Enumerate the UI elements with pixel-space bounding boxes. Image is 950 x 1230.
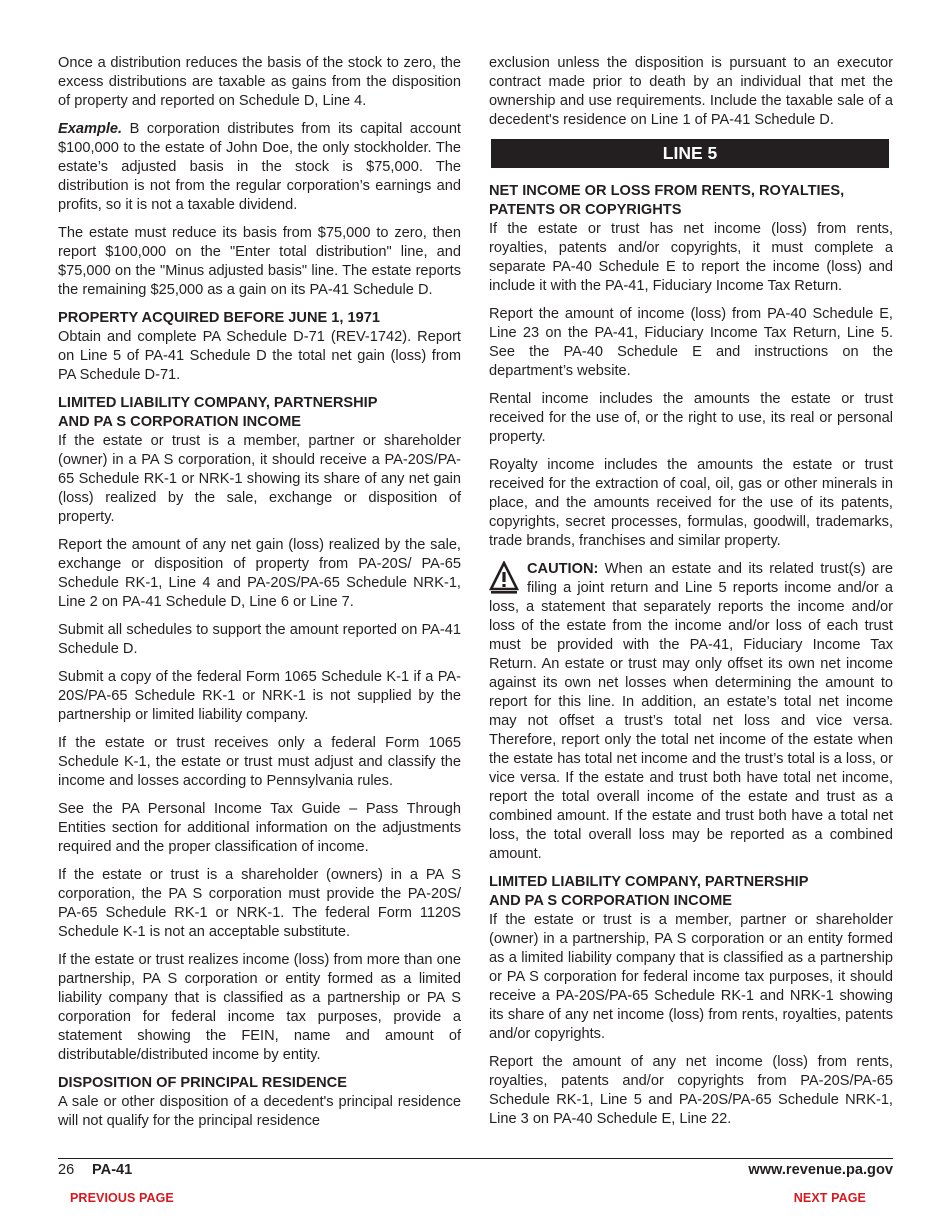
heading-llc-left-line1: LIMITED LIABILITY COMPANY, PARTNERSHIP — [58, 395, 378, 411]
caution-text: When an estate and its related trust(s) are filing a joint return and Line 5 reports income and/or a loss, a statement that separately reports the income and/or loss of the estate from the income and/or loss of each trust must be provided with the PA-41, Fiduciary Income Tax Return. An estate or trust may only offset its own net income against its own net losses when determining the amount to report for this line. In addition, an estate’s total net income may not offset a trust’s total net loss and vice versa. Therefore, report only the total net income of the estate when the estate has total net income and the trust’s total is a loss, or vice versa. If the estate and trust both have total net income, report the total overall income of the estate and trust as a combined amount. If the estate and trust both have a total net loss, the total overall loss may be reported as a combined amount. — [489, 561, 893, 862]
footer-divider — [58, 1158, 893, 1159]
paragraph-residence-continued: exclusion unless the disposition is pursuant to an executor contract made prior to death by an individual that met the ownership and use requirements. Include the taxable sale of a decedent's residence on Line 1 of PA-41 Schedule D. — [489, 55, 893, 128]
paragraph-rents-schedule-e: If the estate or trust has net income (loss) from rents, royalties, patents and/or copyrights, it must complete a separate PA-40 Schedule E to report the income (loss) and include it with the PA-41, Fiduciary Income Tax Return. — [489, 221, 893, 294]
paragraph-llc-federal-k1: If the estate or trust receives only a federal Form 1065 Schedule K-1, the estate or trust must adjust and classify the income and losses according to Pennsylvania rules. — [58, 735, 461, 789]
heading-llc-right — [489, 873, 893, 911]
paragraph-principal-residence: A sale or other disposition of a decedent's principal residence will not qualify for the principal residence — [58, 1094, 461, 1129]
heading-llc-right-line2: AND PA S CORPORATION INCOME — [489, 893, 732, 909]
heading-rents-royalties — [489, 182, 893, 220]
warning-triangle-icon — [489, 561, 519, 595]
next-page-link[interactable]: NEXT PAGE — [793, 1191, 866, 1205]
paragraph-distribution-basis: Once a distribution reduces the basis of the stock to zero, the excess distributions are taxable as gains from the disposition of property and reported on Schedule D, Line 4. — [58, 55, 461, 109]
paragraph-llc-report: Report the amount of any net gain (loss) realized by the sale, exchange or disposition of property from PA-20S/ PA-65 Schedule RK-1, Line 4 and PA-20S/PA-65 Schedule NRK-1, Line 2 on PA-41 Schedule D, Line 6 or Line 7. — [58, 537, 461, 610]
heading-principal-residence: DISPOSITION OF PRINCIPAL RESIDENCE — [58, 1075, 347, 1091]
paragraph-royalty-income: Royalty income includes the amounts the estate or trust received for the extraction of coal, oil, gas or other minerals in place, and the amounts received for the use of its patents, copyrights, secret processes, formulas, goodwill, trademarks, trade brands, franchises and similar property. — [489, 457, 893, 549]
paragraph-llc-submit-schedules: Submit all schedules to support the amount reported on PA-41 Schedule D. — [58, 622, 461, 657]
page-footer — [58, 1160, 893, 1180]
paragraph-llc-guide: See the PA Personal Income Tax Guide – Pass Through Entities section for additional information on the adjustments required and the proper classification of income. — [58, 801, 461, 855]
example-text: B corporation distributes from its capital account $100,000 to the estate of John Doe, the only stockholder. The estate’s adjusted basis in the stock is $75,000. The distribution is not from the regular corporation’s earnings and profits, so it is not a taxable dividend. — [58, 121, 461, 213]
paragraph-llc-rents-member: If the estate or trust is a member, partner or shareholder (owner) in a partnership, PA S corporation or an entity formed as a limited liability company that is classified as a partnership or PA S corporation for federal income tax purposes, it should receive a PA-20S/PA-65 Schedule RK-1 and NRK-1 showing its share of any net income (loss) from rents, royalties, patents and/or copyrights. — [489, 912, 893, 1042]
right-column — [489, 54, 893, 1129]
paragraph-property-acquired: Obtain and complete PA Schedule D-71 (REV-1742). Report on Line 5 of PA-41 Schedule D the total net gain (loss) from PA Schedule D-71. — [58, 329, 461, 383]
paragraph-llc-multiple: If the estate or trust realizes income (loss) from more than one partnership, PA S corporation or entity formed as a limited liability company that is classified as a partnership or PA S corporation for federal income tax purposes, provide a statement showing the FEIN, name and amount of distributable/distributed income by entity. — [58, 952, 461, 1063]
heading-rents-line1: NET INCOME OR LOSS FROM RENTS, ROYALTIES, — [489, 183, 845, 199]
website-link[interactable]: www.revenue.pa.gov — [748, 1162, 893, 1178]
heading-llc-left-line2: AND PA S CORPORATION INCOME — [58, 414, 301, 430]
form-name: PA-41 — [92, 1162, 133, 1178]
caution-label: CAUTION: — [527, 561, 599, 577]
paragraph-reduce-basis: The estate must reduce its basis from $75,000 to zero, then report $100,000 on the "Enter total distribution" line, and $75,000 on the "Minus adjusted basis" line. The estate reports the remaining $25,000 as a gain on its PA-41 Schedule D. — [58, 225, 461, 298]
heading-property-acquired: PROPERTY ACQUIRED BEFORE JUNE 1, 1971 — [58, 310, 380, 326]
page-number: 26 — [58, 1162, 75, 1178]
heading-llc-right-line1: LIMITED LIABILITY COMPANY, PARTNERSHIP — [489, 874, 809, 890]
paragraph-example — [58, 120, 461, 215]
paragraph-rental-income: Rental income includes the amounts the estate or trust received for the use of, or the right to use, its real or personal property. — [489, 391, 893, 445]
caution-note — [489, 560, 893, 864]
previous-page-link[interactable]: PREVIOUS PAGE — [70, 1191, 174, 1205]
example-lead: Example. — [58, 121, 123, 137]
paragraph-llc-shareholder: If the estate or trust is a shareholder (owners) in a PA S corporation, the PA S corporation must provide the PA-20S/ PA-65 Schedule RK-1 or NRK-1. The federal Form 1120S Schedule K-1 is not an acceptable substitute. — [58, 867, 461, 940]
heading-llc-left — [58, 394, 461, 432]
paragraph-rents-report: Report the amount of income (loss) from PA-40 Schedule E, Line 23 on the PA-41, Fiduciary Income Tax Return, Line 5. See the PA-40 Schedule E and instructions on the department’s website. — [489, 306, 893, 379]
paragraph-llc-rents-report: Report the amount of any net income (loss) from rents, royalties, patents and/or copyrights from PA-20S/PA-65 Schedule RK-1, Line 5 and PA-20S/PA-65 Schedule NRK-1, Line 3 on PA-40 Schedule E, Line 22. — [489, 1054, 893, 1127]
paragraph-llc-submit-copy: Submit a copy of the federal Form 1065 Schedule K-1 if a PA-20S/PA-65 Schedule RK-1 or NRK-1 is not supplied by the partnership or limited liability company. — [58, 669, 461, 723]
paragraph-llc-member: If the estate or trust is a member, partner or shareholder (owner) in a PA S corporation, it should receive a PA-20S/PA-65 Schedule RK-1 or NRK-1 showing its share of any net gain (loss) realized by the sale, exchange or disposition of property. — [58, 433, 461, 525]
left-column — [58, 54, 461, 1131]
heading-rents-line2: PATENTS OR COPYRIGHTS — [489, 202, 682, 218]
line-5-banner: LINE 5 — [491, 139, 889, 168]
